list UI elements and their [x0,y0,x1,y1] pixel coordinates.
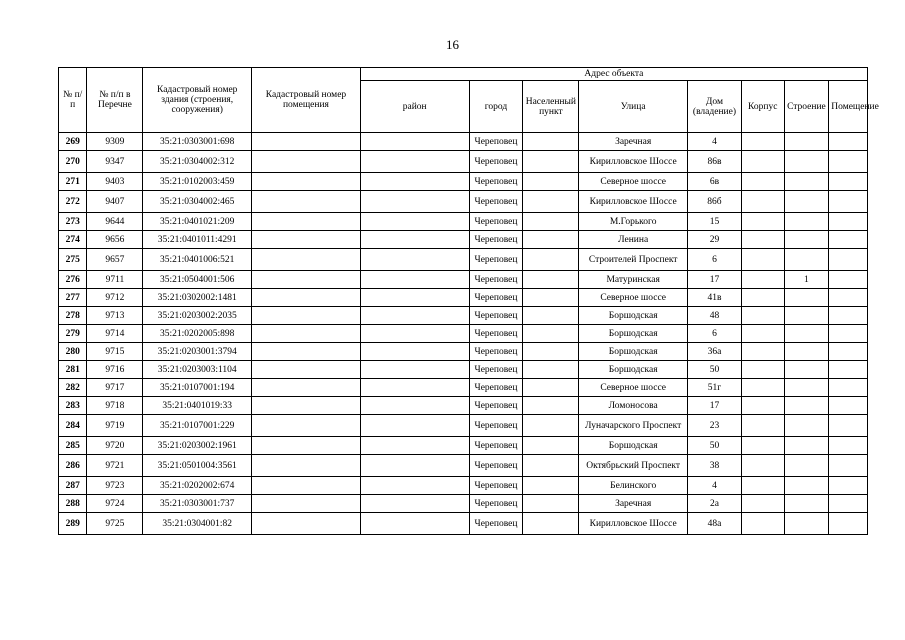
cell-list-num: 9718 [87,397,143,415]
cell-block [741,307,784,325]
cell-premise-cadastral [252,415,361,437]
cell-list-num: 9720 [87,437,143,455]
cell-structure [784,325,829,343]
cell-block [741,271,784,289]
cell-premise-cadastral [252,325,361,343]
cell-city: Череповец [469,415,523,437]
cell-premise-cadastral [252,133,361,151]
cell-street: Северное шоссе [579,379,688,397]
cell-block [741,477,784,495]
cell-block [741,213,784,231]
cell-list-num: 9644 [87,213,143,231]
header-building-cadastral: Кадастровый номер здания (строения, сооружения) [143,68,252,133]
cell-num: 281 [59,361,87,379]
table-row [59,151,868,173]
registry-table [58,67,879,535]
cell-district [360,307,469,325]
cell-settlement [523,513,579,535]
cell-settlement [523,437,579,455]
cell-list-num: 9656 [87,231,143,249]
table-row [59,379,868,397]
table-row [59,213,868,231]
cell-settlement [523,343,579,361]
header-settlement: Населенный пункт [523,81,579,133]
cell-settlement [523,231,579,249]
cell-city: Череповец [469,495,523,513]
cell-building-cadastral: 35:21:0501004:3561 [143,455,252,477]
cell-num: 283 [59,397,87,415]
cell-num: 272 [59,191,87,213]
cell-city: Череповец [469,477,523,495]
cell-city: Череповец [469,271,523,289]
cell-city: Череповец [469,249,523,271]
cell-list-num: 9716 [87,361,143,379]
header-num: № п/п [59,68,87,133]
cell-house: 15 [688,213,742,231]
cell-block [741,249,784,271]
cell-district [360,343,469,361]
cell-street: Боршодская [579,343,688,361]
cell-district [360,477,469,495]
cell-block [741,151,784,173]
cell-settlement [523,379,579,397]
cell-street: Кирилловское Шоссе [579,513,688,535]
header-block: Корпус [741,81,784,133]
table-row [59,191,868,213]
cell-district [360,495,469,513]
cell-list-num: 9309 [87,133,143,151]
cell-city: Череповец [469,361,523,379]
cell-street: Боршодская [579,307,688,325]
cell-house: 29 [688,231,742,249]
header-structure: Строение [784,81,829,133]
cell-num: 279 [59,325,87,343]
table-row [59,133,868,151]
cell-list-num: 9713 [87,307,143,325]
cell-premise [829,231,868,249]
cell-premise-cadastral [252,271,361,289]
cell-structure [784,191,829,213]
cell-block [741,343,784,361]
cell-list-num: 9407 [87,191,143,213]
table-row [59,437,868,455]
cell-premise [829,379,868,397]
cell-premise [829,271,868,289]
cell-settlement [523,495,579,513]
cell-settlement [523,477,579,495]
cell-building-cadastral: 35:21:0304002:312 [143,151,252,173]
cell-district [360,513,469,535]
cell-building-cadastral: 35:21:0303001:737 [143,495,252,513]
header-city: город [469,81,523,133]
cell-building-cadastral: 35:21:0401011:4291 [143,231,252,249]
cell-building-cadastral: 35:21:0302002:1481 [143,289,252,307]
cell-structure: 1 [784,271,829,289]
cell-premise [829,437,868,455]
cell-premise [829,191,868,213]
cell-settlement [523,455,579,477]
cell-num: 271 [59,173,87,191]
cell-house: 38 [688,455,742,477]
cell-settlement [523,307,579,325]
header-list-num: № п/п в Перечне [87,68,143,133]
header-street: Улица [579,81,688,133]
cell-structure [784,455,829,477]
cell-district [360,289,469,307]
cell-premise [829,361,868,379]
cell-block [741,437,784,455]
cell-house: 86б [688,191,742,213]
cell-num: 285 [59,437,87,455]
cell-building-cadastral: 35:21:0304001:82 [143,513,252,535]
cell-premise [829,289,868,307]
cell-premise-cadastral [252,513,361,535]
cell-building-cadastral: 35:21:0202002:674 [143,477,252,495]
cell-district [360,455,469,477]
cell-street: Матуринская [579,271,688,289]
cell-block [741,397,784,415]
cell-street: Кирилловское Шоссе [579,191,688,213]
cell-street: Ленина [579,231,688,249]
cell-list-num: 9712 [87,289,143,307]
table-row [59,231,868,249]
cell-structure [784,289,829,307]
cell-house: 6в [688,173,742,191]
cell-premise-cadastral [252,495,361,513]
header-premise-cadastral: Кадастровый номер помещения [252,68,361,133]
cell-structure [784,173,829,191]
cell-premise-cadastral [252,191,361,213]
cell-premise-cadastral [252,231,361,249]
cell-premise-cadastral [252,151,361,173]
cell-block [741,173,784,191]
cell-city: Череповец [469,343,523,361]
cell-street: Боршодская [579,437,688,455]
cell-structure [784,379,829,397]
cell-city: Череповец [469,231,523,249]
cell-premise [829,307,868,325]
cell-building-cadastral: 35:21:0203002:2035 [143,307,252,325]
table-body [59,133,868,535]
cell-street: Октябрьский Проспект [579,455,688,477]
cell-block [741,133,784,151]
cell-settlement [523,271,579,289]
cell-premise-cadastral [252,437,361,455]
cell-settlement [523,213,579,231]
table-row [59,307,868,325]
cell-settlement [523,361,579,379]
cell-premise-cadastral [252,343,361,361]
cell-street: Луначарского Проспект [579,415,688,437]
cell-premise-cadastral [252,307,361,325]
table-row [59,325,868,343]
cell-num: 275 [59,249,87,271]
cell-list-num: 9725 [87,513,143,535]
cell-premise-cadastral [252,249,361,271]
cell-num: 273 [59,213,87,231]
cell-city: Череповец [469,397,523,415]
cell-house: 17 [688,397,742,415]
cell-block [741,379,784,397]
cell-premise [829,249,868,271]
cell-building-cadastral: 35:21:0203003:1104 [143,361,252,379]
cell-house: 50 [688,361,742,379]
cell-structure [784,361,829,379]
header-district: район [360,81,469,133]
cell-list-num: 9724 [87,495,143,513]
cell-settlement [523,397,579,415]
cell-block [741,455,784,477]
table-row [59,495,868,513]
cell-house: 41в [688,289,742,307]
cell-street: Боршодская [579,361,688,379]
cell-block [741,325,784,343]
cell-city: Череповец [469,173,523,191]
cell-house: 2а [688,495,742,513]
cell-list-num: 9715 [87,343,143,361]
cell-house: 4 [688,133,742,151]
cell-city: Череповец [469,151,523,173]
cell-structure [784,151,829,173]
cell-list-num: 9717 [87,379,143,397]
cell-premise [829,455,868,477]
cell-street: Северное шоссе [579,173,688,191]
cell-list-num: 9403 [87,173,143,191]
cell-district [360,361,469,379]
table-row [59,289,868,307]
cell-premise-cadastral [252,455,361,477]
cell-block [741,231,784,249]
cell-structure [784,437,829,455]
cell-city: Череповец [469,455,523,477]
cell-premise [829,213,868,231]
cell-settlement [523,325,579,343]
cell-premise [829,325,868,343]
cell-list-num: 9721 [87,455,143,477]
cell-structure [784,231,829,249]
cell-structure [784,513,829,535]
table-row [59,343,868,361]
cell-city: Череповец [469,133,523,151]
cell-street: Боршодская [579,325,688,343]
table-row [59,455,868,477]
cell-district [360,173,469,191]
cell-house: 6 [688,325,742,343]
cell-house: 48 [688,307,742,325]
cell-premise-cadastral [252,173,361,191]
cell-street: Ломоносова [579,397,688,415]
cell-building-cadastral: 35:21:0401006:521 [143,249,252,271]
cell-district [360,271,469,289]
cell-list-num: 9714 [87,325,143,343]
cell-building-cadastral: 35:21:0304002:465 [143,191,252,213]
cell-building-cadastral: 35:21:0203002:1961 [143,437,252,455]
cell-structure [784,343,829,361]
table-header [59,68,879,133]
cell-district [360,231,469,249]
cell-structure [784,477,829,495]
cell-premise [829,133,868,151]
cell-street: Строителей Проспект [579,249,688,271]
cell-house: 36а [688,343,742,361]
cell-street: Заречная [579,495,688,513]
table-row [59,361,868,379]
cell-city: Череповец [469,191,523,213]
cell-premise [829,513,868,535]
cell-house: 86в [688,151,742,173]
cell-city: Череповец [469,289,523,307]
cell-settlement [523,173,579,191]
cell-block [741,495,784,513]
table-row [59,249,868,271]
cell-building-cadastral: 35:21:0401019:33 [143,397,252,415]
table-row [59,477,868,495]
cell-block [741,415,784,437]
cell-settlement [523,249,579,271]
cell-house: 23 [688,415,742,437]
cell-structure [784,133,829,151]
cell-num: 289 [59,513,87,535]
cell-premise [829,397,868,415]
cell-building-cadastral: 35:21:0303001:698 [143,133,252,151]
cell-district [360,191,469,213]
cell-num: 282 [59,379,87,397]
cell-district [360,379,469,397]
cell-building-cadastral: 35:21:0202005:898 [143,325,252,343]
cell-premise-cadastral [252,361,361,379]
cell-house: 17 [688,271,742,289]
cell-premise [829,415,868,437]
cell-num: 287 [59,477,87,495]
cell-building-cadastral: 35:21:0401021:209 [143,213,252,231]
cell-premise [829,173,868,191]
cell-settlement [523,151,579,173]
cell-num: 278 [59,307,87,325]
cell-list-num: 9719 [87,415,143,437]
cell-settlement [523,415,579,437]
cell-structure [784,213,829,231]
cell-list-num: 9723 [87,477,143,495]
cell-building-cadastral: 35:21:0102003:459 [143,173,252,191]
cell-list-num: 9711 [87,271,143,289]
cell-settlement [523,133,579,151]
cell-district [360,133,469,151]
cell-street: М.Горького [579,213,688,231]
cell-premise [829,477,868,495]
table-row [59,397,868,415]
cell-city: Череповец [469,307,523,325]
cell-structure [784,397,829,415]
cell-district [360,213,469,231]
table-row [59,271,868,289]
cell-block [741,513,784,535]
cell-premise-cadastral [252,289,361,307]
cell-structure [784,495,829,513]
cell-house: 50 [688,437,742,455]
cell-building-cadastral: 35:21:0107001:194 [143,379,252,397]
cell-premise-cadastral [252,397,361,415]
cell-premise-cadastral [252,477,361,495]
cell-building-cadastral: 35:21:0203001:3794 [143,343,252,361]
cell-building-cadastral: 35:21:0504001:506 [143,271,252,289]
page-number: 16 [446,37,459,52]
cell-city: Череповец [469,325,523,343]
cell-district [360,415,469,437]
table-row [59,415,868,437]
cell-block [741,289,784,307]
cell-num: 277 [59,289,87,307]
cell-premise-cadastral [252,213,361,231]
cell-city: Череповец [469,213,523,231]
cell-house: 6 [688,249,742,271]
cell-premise [829,343,868,361]
cell-street: Белинского [579,477,688,495]
table-row [59,513,868,535]
cell-building-cadastral: 35:21:0107001:229 [143,415,252,437]
cell-settlement [523,289,579,307]
cell-house: 48а [688,513,742,535]
cell-district [360,437,469,455]
cell-block [741,191,784,213]
cell-settlement [523,191,579,213]
cell-premise [829,495,868,513]
header-premise: Помещение [829,81,868,133]
cell-premise-cadastral [252,379,361,397]
cell-num: 270 [59,151,87,173]
cell-street: Кирилловское Шоссе [579,151,688,173]
cell-premise [829,151,868,173]
cell-block [741,361,784,379]
cell-city: Череповец [469,513,523,535]
cell-street: Заречная [579,133,688,151]
table-row [59,173,868,191]
cell-house: 51г [688,379,742,397]
cell-num: 269 [59,133,87,151]
cell-structure [784,249,829,271]
cell-house: 4 [688,477,742,495]
cell-district [360,397,469,415]
cell-street: Северное шоссе [579,289,688,307]
cell-num: 280 [59,343,87,361]
cell-num: 288 [59,495,87,513]
cell-district [360,151,469,173]
header-house: Дом (владение) [688,81,742,133]
cell-city: Череповец [469,379,523,397]
cell-list-num: 9347 [87,151,143,173]
header-address-group: Адрес объекта [360,68,867,81]
cell-num: 276 [59,271,87,289]
cell-structure [784,415,829,437]
cell-city: Череповец [469,437,523,455]
cell-num: 274 [59,231,87,249]
cell-list-num: 9657 [87,249,143,271]
cell-district [360,325,469,343]
cell-num: 284 [59,415,87,437]
cell-district [360,249,469,271]
cell-num: 286 [59,455,87,477]
cell-structure [784,307,829,325]
